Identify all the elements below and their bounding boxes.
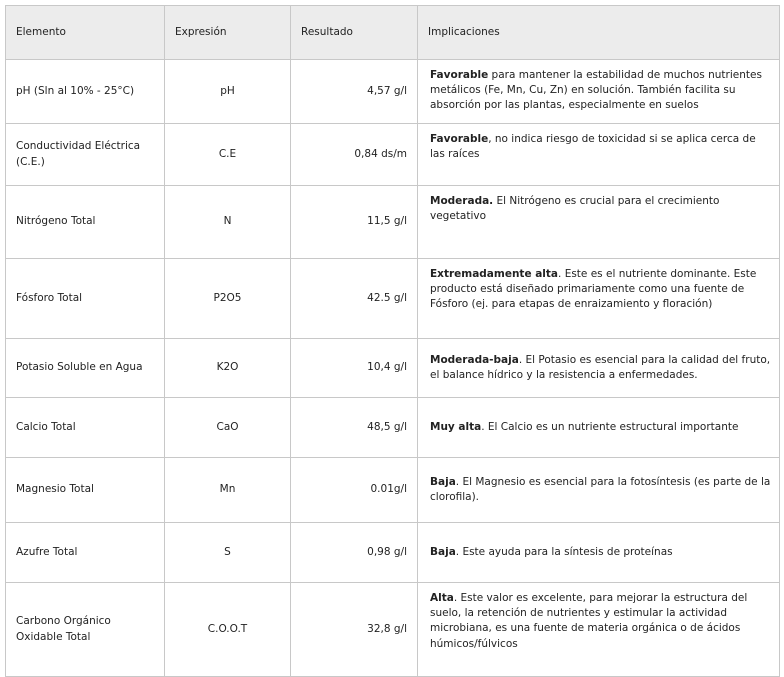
cell-expression: S: [165, 523, 291, 583]
cell-element: Calcio Total: [6, 398, 165, 458]
cell-result: 32,8 g/l: [291, 583, 418, 677]
table-row: [6, 458, 780, 523]
impl-text: . Este es el nutriente dominante. Este producto está diseñado primariamente como una fuente de Fósforo (ej. para etapas de enraizamiento y floración): [430, 268, 757, 311]
cell-expression: P2O5: [165, 259, 291, 339]
cell-expression: C.O.O.T: [165, 583, 291, 677]
table-row: [6, 124, 780, 186]
table-row: [6, 523, 780, 583]
cell-implications: [418, 186, 780, 259]
cell-result: 11,5 g/l: [291, 186, 418, 259]
cell-result: 42.5 g/l: [291, 259, 418, 339]
cell-implications: [418, 583, 780, 677]
impl-bold: Alta: [430, 592, 454, 604]
cell-result: 48,5 g/l: [291, 398, 418, 458]
impl-bold: Baja: [430, 545, 456, 558]
impl-text: . Este valor es excelente, para mejorar la estructura del suelo, la retención de nutrientes y estimular la actividad microbiana, es una fuente de materia orgánica o de ácidos húmicos/fúlvicos: [430, 592, 748, 650]
cell-element: Conductividad Eléctrica (C.E.): [6, 124, 165, 186]
impl-bold: Favorable: [430, 133, 489, 145]
cell-expression: C.E: [165, 124, 291, 186]
cell-implications: [418, 339, 780, 398]
impl-text: , no indica riesgo de toxicidad si se aplica cerca de las raíces: [430, 133, 756, 161]
nutrient-analysis-table: [5, 5, 780, 677]
impl-text: . El Potasio es esencial para la calidad del fruto, el balance hídrico y la resistencia a enfermedades.: [430, 353, 771, 381]
cell-implications: [418, 124, 780, 186]
analysis-table-container: [5, 5, 779, 677]
header-element: Elemento: [6, 6, 165, 60]
impl-text: El Nitrógeno es crucial para el crecimiento vegetativo: [430, 195, 720, 223]
impl-text: . El Magnesio es esencial para la fotosíntesis (es parte de la clorofila).: [430, 475, 771, 503]
impl-bold: Favorable: [430, 69, 489, 81]
cell-expression: K2O: [165, 339, 291, 398]
cell-implications: [418, 458, 780, 523]
impl-text: para mantener la estabilidad de muchos nutrientes metálicos (Fe, Mn, Cu, Zn) en solución. También facilita su absorción por las plantas, especialmente en suelos: [430, 69, 762, 112]
impl-bold: Moderada-baja: [430, 353, 519, 366]
cell-result: 0,84 ds/m: [291, 124, 418, 186]
cell-expression: Mn: [165, 458, 291, 523]
table-row: [6, 583, 780, 677]
table-row: [6, 60, 780, 124]
cell-result: 10,4 g/l: [291, 339, 418, 398]
cell-implications: [418, 523, 780, 583]
header-expression: Expresión: [165, 6, 291, 60]
cell-result: 0.01g/l: [291, 458, 418, 523]
cell-result: 0,98 g/l: [291, 523, 418, 583]
cell-element: Fósforo Total: [6, 259, 165, 339]
cell-element: Magnesio Total: [6, 458, 165, 523]
cell-implications: [418, 60, 780, 124]
impl-bold: Moderada.: [430, 195, 494, 207]
impl-bold: Muy alta: [430, 420, 482, 433]
cell-expression: N: [165, 186, 291, 259]
cell-element: Nitrógeno Total: [6, 186, 165, 259]
table-row: [6, 186, 780, 259]
impl-bold: Extremadamente alta: [430, 268, 559, 280]
impl-text: . El Calcio es un nutriente estructural importante: [481, 420, 739, 433]
cell-element: pH (Sln al 10% - 25°C): [6, 60, 165, 124]
impl-bold: Baja: [430, 475, 456, 488]
cell-implications: [418, 259, 780, 339]
cell-element: Potasio Soluble en Agua: [6, 339, 165, 398]
cell-element: Azufre Total: [6, 523, 165, 583]
header-result: Resultado: [291, 6, 418, 60]
header-implications: Implicaciones: [418, 6, 780, 60]
table-row: [6, 259, 780, 339]
cell-element: Carbono Orgánico Oxidable Total: [6, 583, 165, 677]
cell-expression: CaO: [165, 398, 291, 458]
table-row: [6, 339, 780, 398]
cell-implications: [418, 398, 780, 458]
table-row: [6, 398, 780, 458]
cell-expression: pH: [165, 60, 291, 124]
table-header-row: [6, 6, 780, 60]
cell-result: 4,57 g/l: [291, 60, 418, 124]
impl-text: . Este ayuda para la síntesis de proteínas: [455, 545, 673, 558]
